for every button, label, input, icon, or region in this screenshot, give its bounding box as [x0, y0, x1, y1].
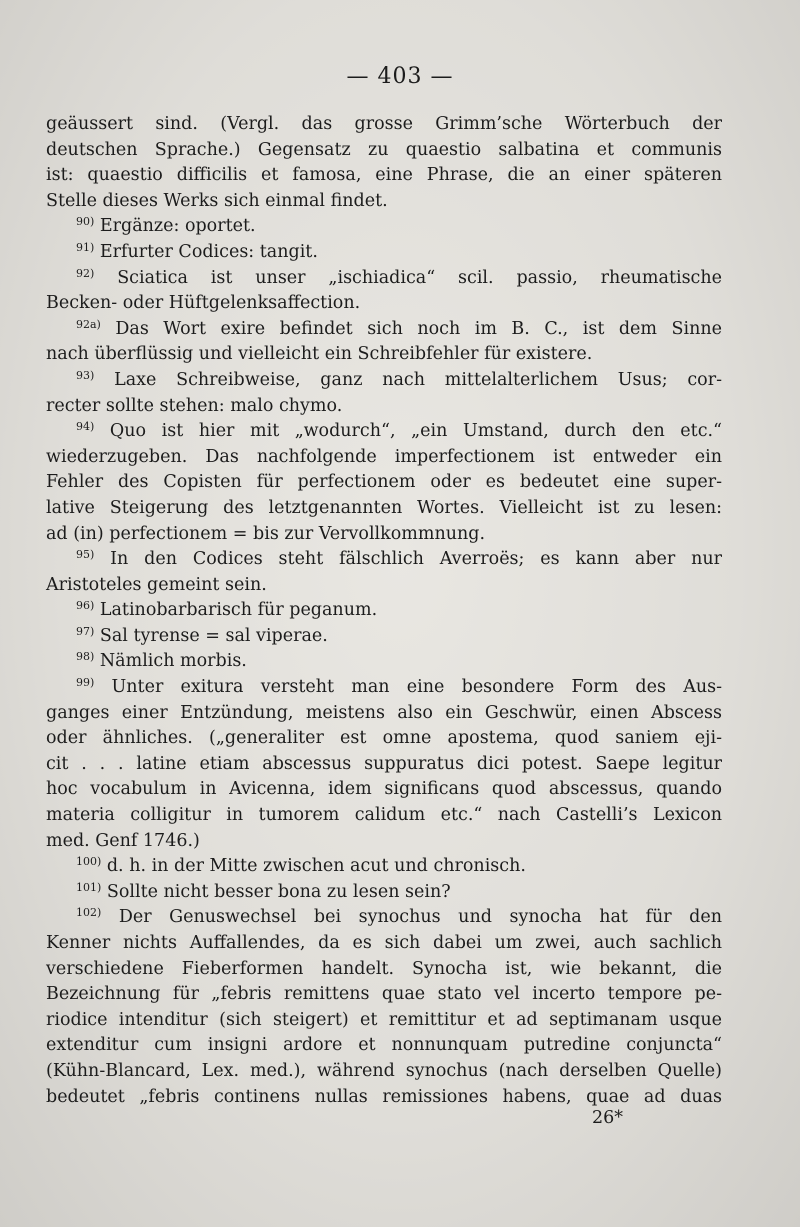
line-text: verschiedene Fieberformen handelt. Synocha ist, wie bekannt, die	[46, 958, 722, 979]
line-text: geäussert sind. (Vergl. das grosse Grimm’sche Wörterbuch der	[46, 114, 722, 134]
text-line	[46, 854, 722, 880]
text-line	[46, 803, 722, 829]
text-line	[46, 240, 722, 266]
line-text: Laxe Schreibweise, ganz nach mittelalterlichem Usus; cor-	[94, 369, 722, 390]
line-text: Becken- oder Hüftgelenksaffection.	[46, 293, 361, 314]
footnote-marker: 100)	[76, 855, 102, 869]
text-line	[46, 163, 722, 189]
line-text: Aristoteles gemeint sein.	[46, 574, 267, 595]
text-line	[46, 982, 722, 1008]
footnote-marker: 102)	[76, 906, 102, 920]
line-text: lative Steigerung des letztgenannten Wortes. Vielleicht ist zu lesen:	[46, 497, 722, 518]
text-line	[46, 445, 722, 471]
text-line	[46, 522, 722, 548]
text-line	[46, 598, 722, 624]
line-text: wiederzugeben. Das nachfolgende imperfectionem ist entweder ein	[46, 446, 722, 467]
text-line	[46, 1033, 722, 1059]
text-line	[46, 547, 722, 573]
text-line	[46, 368, 722, 394]
line-text: d. h. in der Mitte zwischen acut und chronisch.	[101, 856, 526, 877]
footnote-marker: 92)	[76, 266, 95, 280]
line-text: cit . . . latine etiam abscessus suppuratus dici potest. Saepe legitur	[46, 753, 722, 774]
text-line	[46, 342, 722, 368]
text-line	[46, 649, 722, 675]
line-text: Der Genuswechsel bei synochus und synocha hat für den	[101, 907, 722, 928]
text-line	[46, 291, 722, 317]
line-text: med. Genf 1746.)	[46, 830, 200, 851]
line-text: Bezeichnung für „febris remittens quae stato vel incerto tempore pe-	[46, 984, 722, 1005]
line-text: In den Codices steht fälschlich Averroës; es kann aber nur	[94, 549, 722, 570]
text-line	[46, 829, 722, 855]
text-line	[46, 112, 722, 138]
footnote-marker: 95)	[76, 548, 95, 562]
line-text: ganges einer Entzündung, meistens also ein Geschwür, einen Abscess	[46, 702, 722, 723]
footnote-marker: 93)	[76, 368, 95, 382]
text-line	[46, 266, 722, 292]
line-text: Sal tyrense = sal viperae.	[94, 625, 328, 646]
line-text: Sciatica ist unser „ischiadica“ scil. passio, rheumatische	[94, 267, 722, 288]
text-line	[46, 624, 722, 650]
text-line	[46, 752, 722, 778]
line-text: Ergänze: oportet.	[94, 216, 256, 237]
line-text: (Kühn-Blancard, Lex. med.), während synochus (nach derselben Quelle)	[46, 1060, 722, 1081]
line-text: Latinobarbarisch für peganum.	[94, 600, 378, 621]
text-line	[46, 1085, 722, 1111]
footnote-marker: 90)	[76, 215, 95, 229]
footnote-marker: 99)	[76, 676, 95, 690]
line-text: ad (in) perfectionem = bis zur Vervollkommnung.	[46, 523, 486, 544]
text-line	[46, 470, 722, 496]
footnote-marker: 96)	[76, 599, 95, 613]
footnote-marker: 101)	[76, 880, 102, 894]
footnote-marker: 92a)	[76, 317, 101, 331]
line-text: Kenner nichts Auffallendes, da es sich dabei um zwei, auch sachlich	[46, 933, 722, 953]
footnote-marker: 94)	[76, 420, 95, 434]
text-line	[46, 777, 722, 803]
text-line	[46, 317, 722, 343]
footnote-marker: 98)	[76, 650, 95, 664]
text-line	[46, 138, 722, 164]
footnote-marker: 91)	[76, 240, 95, 254]
line-text: recter sollte stehen: malo chymo.	[46, 395, 343, 416]
sheet-signature: 26*	[592, 1108, 624, 1128]
line-text: Das Wort exire befindet sich noch im B. C., ist dem Sinne	[100, 318, 722, 339]
line-text: hoc vocabulum in Avicenna, idem significans quod abscessus, quando	[46, 779, 722, 800]
line-text: bedeutet „febris continens nullas remissiones habens, quae ad duas	[46, 1086, 722, 1107]
line-text: Stelle dieses Werks sich einmal findet.	[46, 190, 388, 211]
line-text: nach überflüssig und vielleicht ein Schreibfehler für existere.	[46, 344, 593, 365]
line-text: riodice intenditur (sich steigert) et remittitur et ad septimanam usque	[46, 1009, 722, 1030]
text-line	[46, 701, 722, 727]
footnote-marker: 97)	[76, 624, 95, 638]
line-text: oder ähnliches. („generaliter est omne apostema, quod saniem eji-	[46, 728, 722, 749]
text-line	[46, 1008, 722, 1034]
line-text: materia colligitur in tumorem calidum etc.“ nach Castelli’s Lexicon	[46, 805, 722, 826]
page-number: — 403 —	[346, 64, 454, 89]
footnotes-text	[46, 112, 722, 1110]
text-line	[46, 880, 722, 906]
text-line	[46, 675, 722, 701]
text-line	[46, 573, 722, 599]
line-text: Quo ist hier mit „wodurch“, „ein Umstand, durch den etc.“	[94, 421, 722, 442]
text-line	[46, 1059, 722, 1085]
text-line	[46, 496, 722, 522]
line-text: ist: quaestio difficilis et famosa, eine Phrase, die an einer späteren	[46, 165, 722, 186]
line-text: Nämlich morbis.	[94, 651, 247, 672]
line-text: Unter exitura versteht man eine besondere Form des Aus-	[94, 677, 722, 698]
text-line	[46, 726, 722, 752]
line-text: Sollte nicht besser bona zu lesen sein?	[101, 881, 451, 902]
text-line	[46, 419, 722, 445]
line-text: extenditur cum insigni ardore et nonnunquam putredine conjuncta“	[46, 1035, 722, 1056]
text-line	[46, 905, 722, 931]
text-line	[46, 394, 722, 420]
line-text: Fehler des Copisten für perfectionem oder es bedeutet eine super-	[46, 472, 722, 493]
line-text: deutschen Sprache.) Gegensatz zu quaestio salbatina et communis	[46, 139, 722, 160]
text-line	[46, 214, 722, 240]
text-line	[46, 957, 722, 983]
line-text: Erfurter Codices: tangit.	[94, 241, 318, 262]
text-line	[46, 931, 722, 957]
text-line	[46, 189, 722, 215]
